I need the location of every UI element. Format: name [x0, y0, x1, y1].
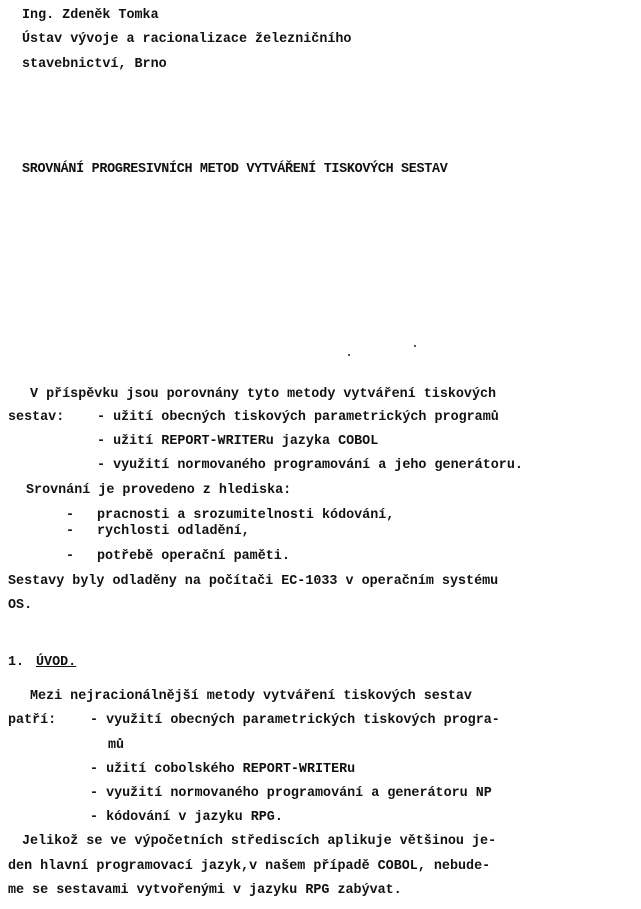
institute-line-1: Ústav vývoje a racionalizace železničního — [22, 32, 352, 47]
section-item: - užití cobolského REPORT-WRITERu — [90, 762, 356, 777]
criteria-dash: - — [66, 508, 75, 523]
author-name: Ing. Zdeněk Tomka — [22, 8, 159, 23]
section-line-1: Mezi nejracionálnější metody vytváření tiskových sestav — [30, 689, 472, 704]
tested-line-2: OS. — [8, 598, 33, 613]
scan-speck — [348, 354, 350, 356]
method-item: - užití obecných tiskových parametrických programů — [97, 410, 499, 425]
closing-line: Jelikož se ve výpočetních střediscích aplikuje většinou je- — [22, 834, 497, 849]
section-lead: patří: — [8, 713, 57, 728]
method-item: - využití normovaného programování a jeho generátoru. — [97, 458, 523, 473]
section-heading: ÚVOD. — [36, 655, 77, 670]
section-item: - využití normovaného programování a generátoru NP — [90, 786, 492, 801]
institute-line-2: stavebnictví, Brno — [22, 57, 167, 72]
tested-line-1: Sestavy byly odladěny na počítači EC-1033 v operačním systému — [8, 574, 499, 589]
criteria-dash: - — [66, 549, 75, 564]
method-item: - užití REPORT-WRITERu jazyka COBOL — [97, 434, 379, 449]
criteria-dash: - — [66, 524, 75, 539]
page-title: SROVNÁNÍ PROGRESIVNÍCH METOD VYTVÁŘENÍ TISKOVÝCH SESTAV — [22, 162, 448, 177]
abstract-line-1: V příspěvku jsou porovnány tyto metody vytváření tiskových — [30, 387, 497, 402]
criteria-item: rychlosti odladění, — [97, 524, 250, 539]
section-item: - kódování v jazyku RPG. — [90, 810, 283, 825]
section-item-continuation: mů — [108, 738, 125, 753]
scan-speck — [414, 345, 416, 347]
closing-line: den hlavní programovací jazyk,v našem případě COBOL, nebude- — [8, 859, 491, 874]
abstract-lead: sestav: — [8, 410, 65, 425]
criteria-intro: Srovnání je provedeno z hlediska: — [26, 483, 292, 498]
criteria-item: potřebě operační paměti. — [97, 549, 290, 564]
section-number: 1. — [8, 655, 25, 670]
closing-line: me se sestavami vytvořenými v jazyku RPG zabývat. — [8, 883, 402, 898]
section-item: - využití obecných parametrických tiskových progra- — [90, 713, 500, 728]
criteria-item: pracnosti a srozumitelnosti kódování, — [97, 508, 395, 523]
